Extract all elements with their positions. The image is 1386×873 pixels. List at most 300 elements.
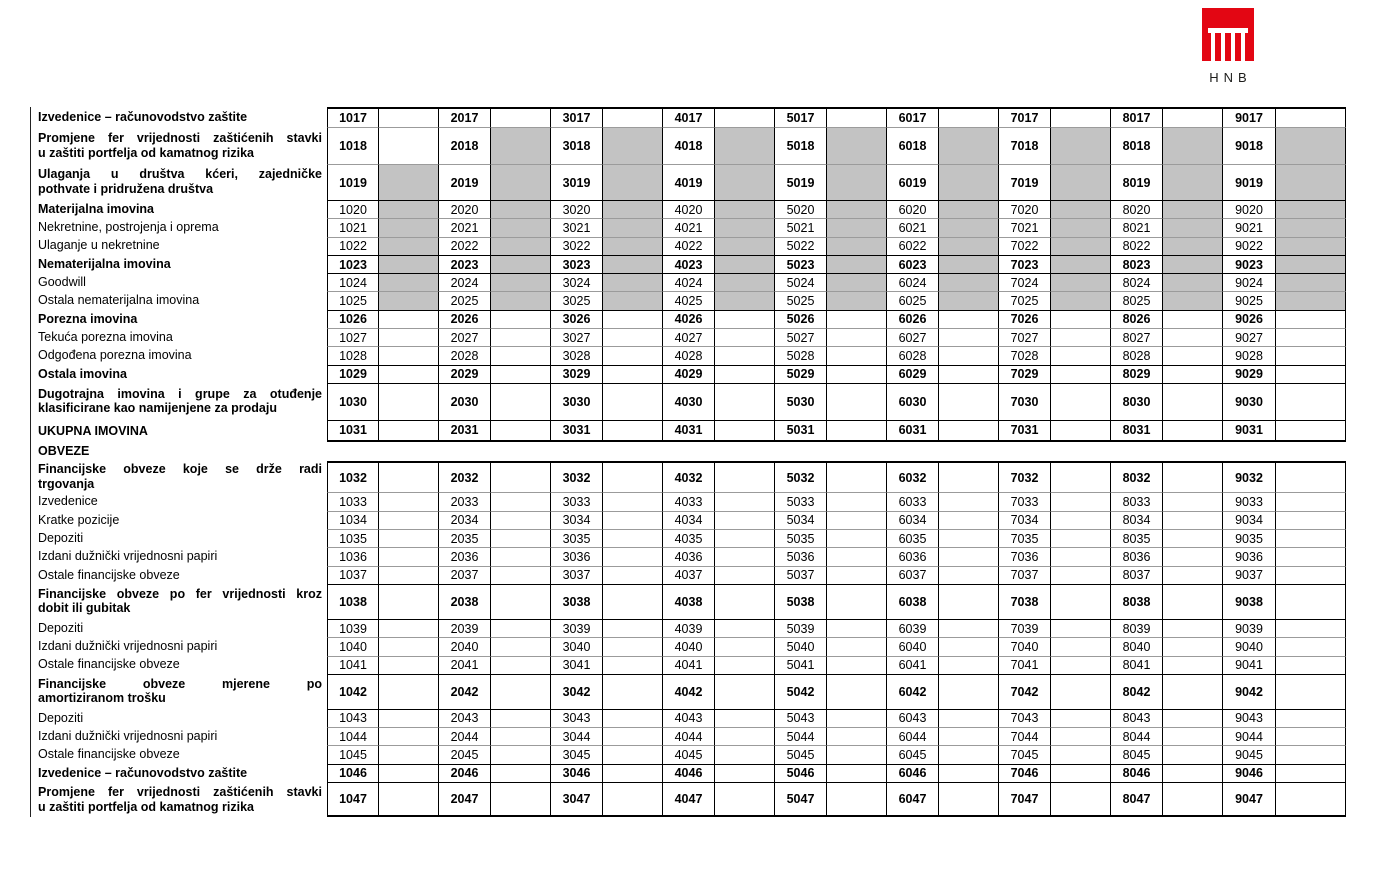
code-cell: 3017	[551, 107, 603, 127]
code-cell: 4018	[663, 127, 715, 164]
table-row	[31, 346, 1346, 364]
value-cell	[827, 674, 887, 709]
code-cell: 8037	[1111, 566, 1163, 584]
code-cell: 4017	[663, 107, 715, 127]
value-cell	[379, 656, 439, 674]
code-cell: 7027	[999, 328, 1051, 346]
code-cell: 8040	[1111, 637, 1163, 655]
value-cell	[379, 637, 439, 655]
logo-text: HNB	[1209, 70, 1252, 85]
value-cell	[379, 727, 439, 745]
code-cell: 4024	[663, 273, 715, 291]
row-label-line: amortiziranom trošku	[38, 691, 166, 706]
code-cell: 6020	[887, 200, 939, 218]
section-label-obveze: OBVEZE	[38, 444, 90, 459]
row-label-line: Depoziti	[38, 530, 84, 545]
code-cell: 1040	[327, 637, 379, 655]
value-cell-shaded	[1163, 164, 1223, 200]
code-cell: 7029	[999, 365, 1051, 383]
code-cell: 8045	[1111, 745, 1163, 763]
table-row	[31, 745, 1346, 763]
value-cell-shaded	[603, 127, 663, 164]
value-cell	[603, 346, 663, 364]
value-cell	[715, 764, 775, 782]
value-cell	[491, 619, 551, 637]
code-cell: 1042	[327, 674, 379, 709]
row-label	[31, 637, 327, 655]
value-cell	[939, 511, 999, 529]
code-cell: 5041	[775, 656, 827, 674]
row-label-line: Depoziti	[38, 710, 84, 725]
code-cell: 7028	[999, 346, 1051, 364]
value-cell	[1051, 328, 1111, 346]
value-cell-shaded	[603, 237, 663, 255]
code-cell: 2027	[439, 328, 491, 346]
value-cell-shaded	[715, 273, 775, 291]
code-cell: 4041	[663, 656, 715, 674]
code-cell: 2019	[439, 164, 491, 200]
value-cell	[379, 674, 439, 709]
row-label-line: Ostale financijske obveze	[38, 567, 180, 582]
value-cell-shaded	[939, 200, 999, 218]
value-cell	[1051, 674, 1111, 709]
code-cell: 2030	[439, 383, 491, 420]
value-cell	[603, 511, 663, 529]
row-label-line: UKUPNA IMOVINA	[38, 423, 148, 438]
table-row	[31, 619, 1346, 637]
value-cell	[1276, 782, 1346, 817]
value-cell	[1276, 656, 1346, 674]
value-cell-shaded	[1276, 273, 1346, 291]
code-cell: 9040	[1223, 637, 1276, 655]
table-row	[31, 127, 1346, 164]
value-cell	[715, 782, 775, 817]
value-cell	[939, 310, 999, 328]
code-cell: 7024	[999, 273, 1051, 291]
value-cell-shaded	[827, 273, 887, 291]
code-cell: 7032	[999, 461, 1051, 493]
table-row	[31, 255, 1346, 273]
value-cell-shaded	[491, 200, 551, 218]
row-label	[31, 529, 327, 547]
code-cell: 7033	[999, 492, 1051, 510]
code-cell: 4029	[663, 365, 715, 383]
code-cell: 7045	[999, 745, 1051, 763]
logo-column	[1221, 33, 1225, 61]
table-row	[31, 237, 1346, 255]
row-label-line: Ostala imovina	[38, 366, 127, 381]
code-cell: 3022	[551, 237, 603, 255]
value-cell	[603, 709, 663, 727]
code-cell: 5046	[775, 764, 827, 782]
value-cell	[1163, 584, 1223, 619]
table-row	[31, 365, 1346, 383]
code-cell: 9029	[1223, 365, 1276, 383]
value-cell	[1163, 328, 1223, 346]
code-cell: 2029	[439, 365, 491, 383]
value-cell	[1051, 745, 1111, 763]
logo-column	[1241, 33, 1245, 61]
value-cell	[715, 420, 775, 442]
value-cell	[1051, 764, 1111, 782]
row-label	[31, 656, 327, 674]
value-cell	[1163, 656, 1223, 674]
value-cell	[1276, 310, 1346, 328]
value-cell-shaded	[827, 164, 887, 200]
code-cell: 9025	[1223, 291, 1276, 309]
code-cell: 4028	[663, 346, 715, 364]
value-cell-shaded	[827, 255, 887, 273]
code-cell: 6024	[887, 273, 939, 291]
value-cell	[1163, 346, 1223, 364]
code-cell: 5042	[775, 674, 827, 709]
row-label-line: Materijalna imovina	[38, 201, 155, 216]
value-cell-shaded	[715, 127, 775, 164]
value-cell-shaded	[1276, 255, 1346, 273]
row-label	[31, 164, 327, 200]
code-cell: 3042	[551, 674, 603, 709]
value-cell	[1276, 566, 1346, 584]
row-label-line: Ostale financijske obveze	[38, 657, 180, 672]
code-cell: 1046	[327, 764, 379, 782]
row-label-line: Tekuća porezna imovina	[38, 329, 173, 344]
value-cell	[939, 107, 999, 127]
code-cell: 1020	[327, 200, 379, 218]
value-cell	[1051, 637, 1111, 655]
row-label-line: Nematerijalna imovina	[38, 256, 171, 271]
code-cell: 3044	[551, 727, 603, 745]
value-cell-shaded	[1163, 291, 1223, 309]
code-cell: 8026	[1111, 310, 1163, 328]
code-cell: 2021	[439, 218, 491, 236]
code-cell: 1036	[327, 547, 379, 565]
value-cell	[603, 547, 663, 565]
code-cell: 8017	[1111, 107, 1163, 127]
code-cell: 1037	[327, 566, 379, 584]
value-cell	[827, 782, 887, 817]
code-cell: 6025	[887, 291, 939, 309]
table-row	[31, 764, 1346, 782]
value-cell-shaded	[1051, 200, 1111, 218]
code-cell: 1025	[327, 291, 379, 309]
code-cell: 6017	[887, 107, 939, 127]
code-cell: 3020	[551, 200, 603, 218]
value-cell	[603, 365, 663, 383]
value-cell	[827, 709, 887, 727]
value-cell	[827, 492, 887, 510]
code-cell: 7036	[999, 547, 1051, 565]
code-cell: 7034	[999, 511, 1051, 529]
code-cell: 8036	[1111, 547, 1163, 565]
value-cell	[379, 566, 439, 584]
value-cell	[827, 584, 887, 619]
code-cell: 3035	[551, 529, 603, 547]
code-cell: 1023	[327, 255, 379, 273]
code-cell: 7019	[999, 164, 1051, 200]
code-cell: 1035	[327, 529, 379, 547]
value-cell-shaded	[715, 218, 775, 236]
code-cell: 9022	[1223, 237, 1276, 255]
value-cell-shaded	[939, 127, 999, 164]
row-label	[31, 346, 327, 364]
code-cell: 2020	[439, 200, 491, 218]
value-cell	[1051, 420, 1111, 442]
value-cell	[827, 727, 887, 745]
value-cell	[1163, 727, 1223, 745]
code-cell: 9036	[1223, 547, 1276, 565]
table-row	[31, 273, 1346, 291]
table-row	[31, 200, 1346, 218]
code-cell: 5044	[775, 727, 827, 745]
value-cell-shaded	[491, 164, 551, 200]
value-cell	[715, 619, 775, 637]
code-cell: 6043	[887, 709, 939, 727]
code-cell: 8020	[1111, 200, 1163, 218]
code-cell: 2026	[439, 310, 491, 328]
table-row	[31, 383, 1346, 420]
code-cell: 2044	[439, 727, 491, 745]
value-cell	[1276, 674, 1346, 709]
code-cell: 8030	[1111, 383, 1163, 420]
value-cell	[939, 547, 999, 565]
code-cell: 6031	[887, 420, 939, 442]
value-cell-shaded	[827, 291, 887, 309]
value-cell	[1163, 745, 1223, 763]
row-label	[31, 365, 327, 383]
table-row	[31, 310, 1346, 328]
value-cell	[1276, 764, 1346, 782]
code-cell: 3030	[551, 383, 603, 420]
value-cell	[827, 764, 887, 782]
table-row	[31, 291, 1346, 309]
value-cell	[491, 656, 551, 674]
row-label	[31, 291, 327, 309]
value-cell	[491, 782, 551, 817]
code-cell: 7021	[999, 218, 1051, 236]
code-cell: 2037	[439, 566, 491, 584]
code-cell: 9038	[1223, 584, 1276, 619]
code-cell: 8025	[1111, 291, 1163, 309]
code-cell: 5017	[775, 107, 827, 127]
code-cell: 5024	[775, 273, 827, 291]
code-cell: 7039	[999, 619, 1051, 637]
value-cell	[603, 782, 663, 817]
code-cell: 9034	[1223, 511, 1276, 529]
value-cell-shaded	[379, 273, 439, 291]
logo-column	[1231, 33, 1235, 61]
value-cell	[827, 547, 887, 565]
value-cell	[715, 461, 775, 493]
code-cell: 4037	[663, 566, 715, 584]
value-cell	[1276, 727, 1346, 745]
value-cell	[1163, 492, 1223, 510]
value-cell	[603, 674, 663, 709]
code-cell: 6036	[887, 547, 939, 565]
value-cell-shaded	[1051, 291, 1111, 309]
value-cell	[1276, 365, 1346, 383]
code-cell: 1031	[327, 420, 379, 442]
code-cell: 9028	[1223, 346, 1276, 364]
value-cell-shaded	[939, 164, 999, 200]
code-cell: 7040	[999, 637, 1051, 655]
value-cell	[491, 420, 551, 442]
value-cell	[1276, 637, 1346, 655]
code-cell: 6038	[887, 584, 939, 619]
code-cell: 1043	[327, 709, 379, 727]
value-cell	[603, 727, 663, 745]
code-cell: 8021	[1111, 218, 1163, 236]
code-cell: 9023	[1223, 255, 1276, 273]
value-cell	[827, 745, 887, 763]
value-cell-shaded	[939, 218, 999, 236]
code-cell: 9037	[1223, 566, 1276, 584]
code-cell: 6045	[887, 745, 939, 763]
value-cell	[1051, 656, 1111, 674]
value-cell	[491, 745, 551, 763]
hnb-logo	[1202, 8, 1254, 85]
code-cell: 9030	[1223, 383, 1276, 420]
value-cell	[939, 656, 999, 674]
value-cell-shaded	[1051, 218, 1111, 236]
code-cell: 3047	[551, 782, 603, 817]
code-cell: 2028	[439, 346, 491, 364]
code-cell: 3018	[551, 127, 603, 164]
code-cell: 7031	[999, 420, 1051, 442]
value-cell-shaded	[827, 218, 887, 236]
value-cell	[1276, 745, 1346, 763]
row-label-line: dobit ili gubitak	[38, 601, 131, 616]
code-cell: 4047	[663, 782, 715, 817]
value-cell	[603, 584, 663, 619]
value-cell-shaded	[603, 164, 663, 200]
code-cell: 3033	[551, 492, 603, 510]
code-cell: 1047	[327, 782, 379, 817]
row-label	[31, 619, 327, 637]
code-cell: 6021	[887, 218, 939, 236]
value-cell	[827, 420, 887, 442]
value-cell-shaded	[603, 200, 663, 218]
row-label-line: Odgođena porezna imovina	[38, 348, 192, 363]
value-cell	[379, 782, 439, 817]
row-label-line: Izdani dužnički vrijednosni papiri	[38, 639, 218, 654]
value-cell	[1163, 420, 1223, 442]
code-cell: 1017	[327, 107, 379, 127]
code-cell: 5022	[775, 237, 827, 255]
value-cell	[715, 547, 775, 565]
value-cell	[939, 674, 999, 709]
table-row	[31, 584, 1346, 619]
code-cell: 2024	[439, 273, 491, 291]
value-cell	[491, 674, 551, 709]
value-cell	[1276, 492, 1346, 510]
table-row	[31, 420, 1346, 442]
code-cell: 5033	[775, 492, 827, 510]
row-label-line: Ostale financijske obveze	[38, 747, 180, 762]
code-cell: 3028	[551, 346, 603, 364]
value-cell	[1276, 328, 1346, 346]
value-cell	[1051, 346, 1111, 364]
row-label	[31, 727, 327, 745]
table-row	[31, 727, 1346, 745]
code-cell: 8033	[1111, 492, 1163, 510]
value-cell	[827, 511, 887, 529]
value-cell	[715, 674, 775, 709]
code-cell: 8019	[1111, 164, 1163, 200]
code-cell: 1021	[327, 218, 379, 236]
code-cell: 5037	[775, 566, 827, 584]
value-cell	[1163, 529, 1223, 547]
code-cell: 7037	[999, 566, 1051, 584]
code-cell: 6040	[887, 637, 939, 655]
value-cell	[603, 637, 663, 655]
code-cell: 4031	[663, 420, 715, 442]
value-cell	[1163, 383, 1223, 420]
code-cell: 5021	[775, 218, 827, 236]
value-cell	[491, 365, 551, 383]
table-row	[31, 218, 1346, 236]
code-cell: 7041	[999, 656, 1051, 674]
code-cell: 9045	[1223, 745, 1276, 763]
value-cell	[379, 346, 439, 364]
value-cell-shaded	[1163, 273, 1223, 291]
code-cell: 5023	[775, 255, 827, 273]
value-cell	[379, 383, 439, 420]
value-cell	[1051, 383, 1111, 420]
code-cell: 7035	[999, 529, 1051, 547]
row-label-line: Dugotrajna imovina i grupe za otuđenje	[38, 386, 322, 401]
table-row	[31, 107, 1346, 127]
value-cell-shaded	[379, 255, 439, 273]
code-cell: 6047	[887, 782, 939, 817]
code-cell: 1045	[327, 745, 379, 763]
code-cell: 3043	[551, 709, 603, 727]
value-cell	[827, 346, 887, 364]
value-cell	[379, 709, 439, 727]
code-cell: 6035	[887, 529, 939, 547]
code-cell: 2045	[439, 745, 491, 763]
code-cell: 6042	[887, 674, 939, 709]
value-cell	[1276, 420, 1346, 442]
row-label-line: Porezna imovina	[38, 311, 138, 326]
code-cell: 4025	[663, 291, 715, 309]
code-cell: 6026	[887, 310, 939, 328]
value-cell-shaded	[1163, 200, 1223, 218]
value-cell-shaded	[491, 273, 551, 291]
row-label-line: Izvedenice – računovodstvo zaštite	[38, 109, 248, 124]
table-row	[31, 461, 1346, 493]
code-cell: 3041	[551, 656, 603, 674]
value-cell-shaded	[715, 255, 775, 273]
code-cell: 6018	[887, 127, 939, 164]
code-cell: 1038	[327, 584, 379, 619]
code-cell: 7020	[999, 200, 1051, 218]
code-cell: 8034	[1111, 511, 1163, 529]
value-cell	[939, 346, 999, 364]
code-cell: 1041	[327, 656, 379, 674]
code-cell: 9039	[1223, 619, 1276, 637]
value-cell	[827, 365, 887, 383]
code-cell: 8035	[1111, 529, 1163, 547]
value-cell	[379, 764, 439, 782]
code-cell: 1032	[327, 461, 379, 493]
code-cell: 9047	[1223, 782, 1276, 817]
table-row	[31, 547, 1346, 565]
code-cell: 4033	[663, 492, 715, 510]
code-cell: 3045	[551, 745, 603, 763]
code-cell: 4044	[663, 727, 715, 745]
row-label-line: Goodwill	[38, 275, 86, 290]
liabilities-table	[31, 461, 1346, 817]
